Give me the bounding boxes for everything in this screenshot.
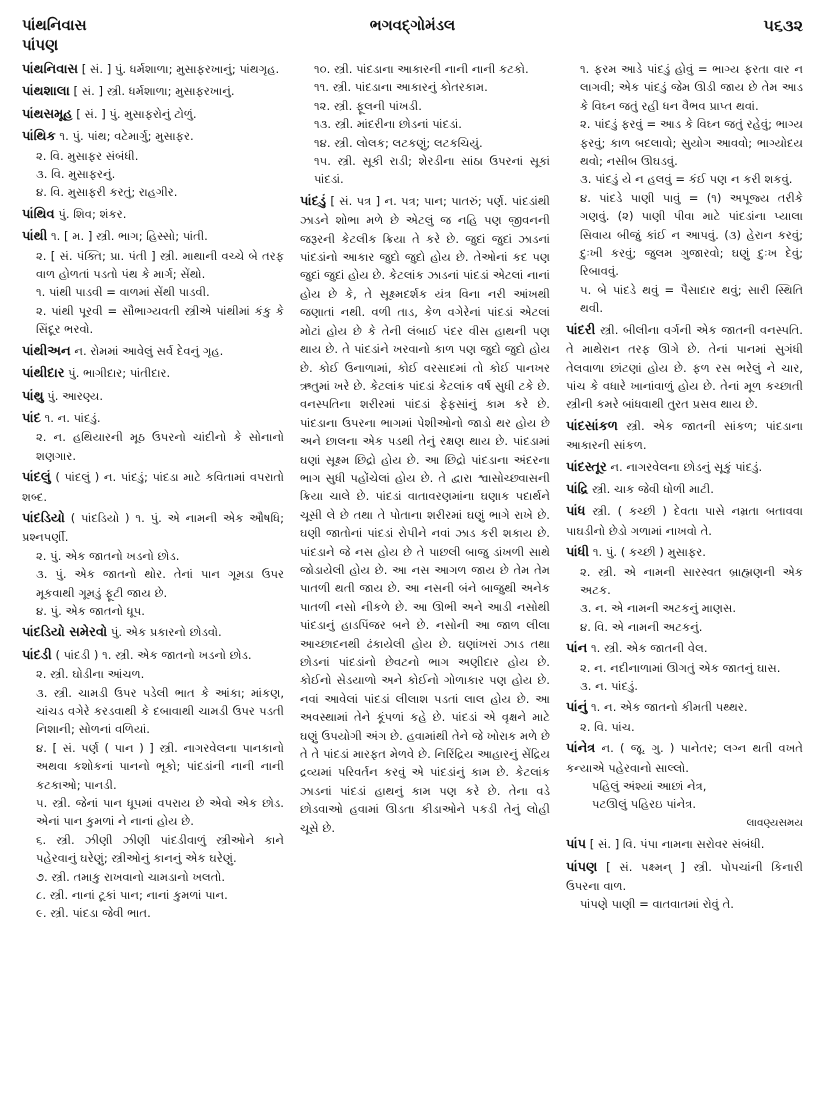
definition-text: [ સં. ] વિ. પંપા નામના સરોવર સંબંધી. [589,837,765,852]
dictionary-entry [22,509,284,620]
entry-sense: પાંપણે પાણી = વાતવાતમાં રોવું તે. [580,897,734,912]
entry-sense: ૨. ન. હથિયારની મૂઠ ઉપરનો ચાંદીનો કે સોનાનો શણગાર. [36,430,284,463]
quotation-attribution: લાવણ્યસમય [746,816,803,829]
headword: પાંદસ્તૂર [566,459,607,475]
entry-columns [22,60,803,1092]
entry-sense: ૨. સ્ત્રી. એ નામની સારસ્વત બ્રાહ્મણની એક અટક. [580,564,803,597]
dictionary-entry [22,60,284,79]
headword: પાંથીદાર [22,366,65,382]
entry-sense: ૧. ફરમ આડે પાંદડું હોવું = ભાગ્ય ફરતા વાર ન લાગવી; એક પાંદડું જેમ ઊડી જાય છે તેમ આડ કે વિઘ્ન જતું રહી ધન વૈભવ પ્રાપ્ત થવાં. [580,62,803,113]
entry-definition [22,409,284,428]
headword: પાંથિવ [22,206,55,222]
entry-sense: ૬. સ્ત્રી. ઝીણી ઝીણી પાંદડીવાળું સ્ત્રીઓને કાને પહેરવાનું ઘરેણું; સ્ત્રીઓનું કાનનું એક ઘરેણું. [36,832,284,866]
entry-definition [566,458,803,477]
definition-text: [ સં. પત્ર ] ન. પત્ર; પાન; પાતરું; પર્ણ. પાંદડાંથી ઝાડને શોભા મળે છે એટલું જ નહિ પણ જીવનની જરૂરની કેટલીક ક્રિયા તે કરે છે. જુદાં જુદાં ઝાડનાં પાંદડાંનો આકાર જુદો જુદો હોય છે. તેઓનાં કદ પણ જુદાં જુદાં હોય છે. કેટલાંક ઝાડનાં પાંદડાં એટલાં નાનાં હોય છે કે, તે સૂક્ષ્મદર્શક યંત્ર વિના નરી આંખથી જણાતાં નથી. વળી તાડ, કેળ વગેરેનાં પાંદડાં એટલાં મોટાં હોય છે કે તેની લંબાઈ પંદર વીસ હાથની પણ થાય છે. તે પાંદડાંને ખરવાનો કાળ પણ જુદો જુદો હોય છે. કોઈ ઉનાળામાં, કોઈ વરસાદમાં તો કોઈ પાનખર ઋતુમાં ખરે છે. કેટલાંક પાંદડાં કેટલાંક વર્ષ સુધી ટકે છે. વનસ્પતિના શરીરમાં પાંદડાં ફેફસાંનું કામ કરે છે. પાંદડાના ઉપરના ભાગમાં પેશીઓનો જાડો થર હોય છે અને છાલના એક પડથી તેનું રક્ષણ થાય છે. પાંદડામાં ઘણાં સૂક્ષ્મ છિદ્રો હોય છે. આ છિદ્રો પાંદડાના અંદરના ભાગ સુધી પહોંચેલાં હોય છે. તે દ્વારા શ્વાસોચ્છ્વાસની ક્રિયા ચાલે છે. પાંદડાં વાતાવરણમાંના ઘણાક પદાર્થને ચૂસી લે છે તથા તે પોતાના શરીરમાં ઘણું ભાગે રાખે છે. ઘણી જાતોનાં પાંદડાં રોપીને નવાં ઝાડ કરી શકાય છે. પાંદડાને જે નસ હોય છે તે પાછલી બાજુ ડાંખળી સાથે જોડાયેલી હોય છે. આ નસ આગળ જાય છે તેમ તેમ પાતળી થતી જાય છે. આ નસની બંને બાજુથી અનેક પાતળી નસો નીકળે છે. આ ઊભી અને આડી નસોથી પાંદડાનું હાડપિંજર બને છે. નસોની આ જાળ લીલા આચ્છાદનથી ઢંકાયેલી હોય છે. ઘણાંખરાં ઝાડ તથા છોડનાં પાંદડાંનો છેવટનો ભાગ અણીદાર હોય છે. કોઈનો સેડયાળો અને કોઈનો ગોળાકાર પણ હોય છે. નવાં આવેલાં પાંદડાં લીલાશ પડતાં લાલ હોય છે. આ અવસ્થામાં તેને કૂંપળાં કહે છે. પાંદડાં એ વૃક્ષને માટે ઘણું ઉપયોગી અંગ છે. હવામાંથી તેને જે ખોરાક મળે છે તે તે પાંદડાં મારફત મેળવે છે. નિરિંદ્રિય આહારનું સેંદ્રિય દ્રવ્યમાં પરિવર્તન કરવું એ પાંદડાંનું કામ છે. કેટલાંક ઝાડનાં પાંદડાં હાથનું કામ પણ કરે છે. તેના વડે છોડવાઓ હવામાં ઊડતા કીડાઓને પકડી તેનું લોહી ચૂસે છે. [300,193,550,835]
definition-text: સ્ત્રી. બીલીના વર્ગની એક જાતની વનસ્પતિ. તે માથેરાન તરફ ઊગે છે. તેનાં પાનમાં સુગંધી તેલવાળા છાંટણાં હોય છે. ફળ રસ ભરેલું ને ચાર, પાંચ કે વધારે ખાનાંવાળું હોય છે. તેનાં મૂળ કચ્છાતી સ્ત્રીની કમરે બાંધવાથી તુરત પ્રસવ થાય છે. [566,322,803,412]
dictionary-entry [566,458,803,477]
dictionary-entry [566,639,803,695]
dictionary-entry [566,480,803,499]
entry-definition [22,646,284,665]
dictionary-entry [22,227,284,338]
dictionary-entry [566,502,803,540]
dictionary-entry [22,387,284,406]
definition-text: ન. ( જૂ. ગુ. ) પાનેતર; લગ્ન થતી વખતે કન્યાએ પહેરવાનો સાલ્લો. [566,741,803,775]
entry-sense: ૪. વિ. એ નામની અટકનું. [580,619,703,634]
column-middle [292,60,558,1092]
headword: પાંદસાંકળ [566,418,618,434]
dictionary-entry [300,60,550,189]
dictionary-entry [22,205,284,224]
entry-definition [22,105,284,124]
entry-definition [22,623,284,642]
headword: પાંદલું [22,470,51,486]
dictionary-title: ભગવદ્ગોમંડલ [369,16,456,34]
definition-text: સ્ત્રી. ( કચ્છી ) દેવતા પાસે નમ્રતા બતાવવા પાઘડીનો છેડો ગળામાં નાખવો તે. [566,504,803,538]
entry-sense: ૫. બે પાંદડે થવું = પૈસાદાર થવું; સારી સ્થિતિ થવી. [580,282,803,316]
entry-sense: ૩. ન. પાંદડું. [580,679,638,693]
headword: પાંદડી [22,647,52,663]
definition-text: ( પાંદડી ) ૧. સ્ત્રી. એક જાતનો ખડનો છોડ. [55,647,252,662]
dictionary-entry [22,623,284,642]
headword: પાંથીઅન [22,343,71,359]
dictionary-entry [566,321,803,414]
entry-sense: ૪. પું. એક જાતનો ધૂપ. [36,603,145,618]
entry-definition [566,417,803,455]
entry-sense: ૧૪. સ્ત્રી. લોલક; લટકણું; લટકચિયું. [314,135,483,150]
headword: પાંદડિયો [22,510,65,526]
entry-sense: ૩. ન. એ નામની અટકનું માણસ. [580,601,737,616]
definition-text: [ સં. ] સ્ત્રી. ધર્મશાળા; મુસાફરખાનું. [73,84,235,99]
headword: પાંથુ [22,388,44,404]
entry-definition [22,509,284,547]
entry-sense: ૨. વિ. પાંચ. [580,719,635,734]
entry-sense: ૨. સ્ત્રી. ઘોડીના આંચળ. [36,667,145,682]
column-right [558,60,803,1092]
definition-text: [ સં. પક્ષ્મન્ ] સ્ત્રી. પોપચાંની કિનારી ઉપરના વાળ. [566,859,803,894]
dictionary-entry [566,835,803,854]
definition-text: ૧. પું. ( કચ્છી ) મુસાફર. [592,545,706,560]
column-left [22,60,292,1092]
dictionary-entry [22,646,284,923]
entry-sense: ૩. સ્ત્રી. ચામડી ઉપર પડેલી ભાત કે આંકા; માંકણ, ચાંચડ વગેરે કરડવાથી કે દબાવાથી ચામડી ઉપર પડતી નિશાની; સોળનાં વળિયાં. [36,685,284,737]
page-number: ૫૬૩૨ [763,16,803,35]
page-header [22,14,803,58]
dictionary-entry [22,468,284,506]
definition-text: પું. ભાગીદાર; પાંતીદાર. [68,366,171,381]
entry-definition [22,127,284,146]
entry-sense: ૪. પાંદડે પાણી પાવું = (૧) અપૂજ્ય તરીકે ગણવું. (૨) પાણી પીવા માટે પાંદડાંના પ્યાલા સિવાય બીજું કાંઈ ન આપવું. (૩) હેરાન કરવું; દુઃખી કરવું; જુલમ ગુજારવો; ઘણું દુઃખ દેવું; રિબાવવું. [580,190,803,279]
definition-text: ૧. ન. પાંદડું. [44,410,101,425]
headword: પાંથિક [22,129,56,145]
guide-word-last: પાંપણ [22,36,59,54]
entry-sense: ૨. વિ. મુસાફર સંબંધી. [36,148,139,163]
definition-text: ૧. ન. એક જાતનો કીમતી પથ્થર. [591,700,748,715]
definition-text: ન. નાગરવેલના છોડનું સૂકું પાંદડું. [610,459,763,474]
dictionary-entry [566,739,803,832]
guide-word-first: પાંથનિવાસ [22,16,87,34]
headword: પાંદડિયો સમેરવો [22,625,108,641]
headword: પાંપ [566,837,587,853]
dictionary-entry [22,82,284,101]
headword: પાંધ [566,504,586,520]
headword: પાંદડું [300,193,327,209]
entry-definition [22,342,284,361]
quotation-line: પટઊલું પહિરઇ પાંનેત્ર. [592,797,697,812]
entry-definition [566,639,803,658]
definition-text: સ્ત્રી. ચાક જેવી ધોળી માટી. [591,481,714,496]
entry-sense: ૨. પું. એક જાતનો ખડનો છોડ. [36,548,180,563]
headword: પાંથી [22,229,48,245]
entry-definition [566,502,803,540]
entry-definition [566,835,803,854]
entry-definition [566,480,803,499]
headword: પાંદ્રિ [566,481,589,497]
definition-text: પું. શિવ; શંકર. [58,206,127,221]
entry-definition [300,192,550,837]
headword: પાંન [566,641,588,657]
entry-definition [566,858,803,896]
entry-sense: ૨. પાંદડું ફરવું = આડ કે વિઘ્ન જતું રહેવું; ભાગ્ય ફરવું; કાળ બદલાવો; સુયોગ આવવો; ભાગ્યોદય થવો; નસીબ ઊઘડવું. [580,117,803,169]
headword: પાંથશાલા [22,84,70,100]
entry-sense: ૩. પાંદડું યે ન હલવું = કંઈ પણ ન કરી શકવું. [580,172,793,187]
dictionary-page [22,14,803,1092]
definition-text: [ સં. ] પું. મુસાફરોનું ટોળું. [76,106,197,121]
entry-sense: ૭. સ્ત્રી. તમાકુ રાખવાનો ચામડાનો ખલતો. [36,869,226,884]
quotation-line: પહિલું અંશ્યાં આછાં નેત્ર, [592,779,707,794]
definition-text: [ સં. ] પું. ધર્મશાળા; મુસાફરખાનું; પાંથગૃહ. [81,62,280,76]
entry-sense: ૫. સ્ત્રી. જેનાં પાન ધૂપમાં વપરાય છે એવો એક છોડ. એનાં પાન કુમળાં ને નાનાં હોય છે. [36,796,284,829]
dictionary-entry [22,342,284,361]
dictionary-entry [566,858,803,914]
entry-definition [22,205,284,224]
headword: પાંનું [566,700,588,716]
entry-definition [22,468,284,506]
dictionary-entry [566,543,803,636]
dictionary-entry [22,105,284,124]
entry-sense: ૨. પાંથી પૂરવી = સૌભાગ્યવતી સ્ત્રીએ પાંથીમાં કંકુ કે સિંદૂર ભરવો. [36,303,284,337]
entry-sense: ૨. [ સં. પંક્તિ; પ્રા. પંતી ] સ્ત્રી. માથાની વચ્ચે બે તરફ વાળ હોળતાં પડતો પંથ કે માર્ગ; સેંથો. [36,248,284,282]
entry-sense: ૪. [ સં. પર્ણ ( પાન ) ] સ્ત્રી. નાગરવેલના પાનકાનો અથવા કશોકનાં પાનનો ભૂકો; પાંદડાંની નાની નાની કટકાઓ; પાનડી. [36,740,284,792]
headword: પાંનેત્ર [566,741,596,757]
entry-definition [566,543,803,562]
entry-sense: ૮. સ્ત્રી. નાનાં ટૂકાં પાન; નાનાં કુમળાં પાન. [36,888,228,903]
entry-sense: ૩. પું. એક જાતનો થોર. તેનાં પાન ગૂમડા ઉપર મૂકવાથી ગૂમડું ફૂટી જાય છે. [36,567,284,600]
entry-definition [22,227,284,246]
entry-definition [566,698,803,717]
entry-sense: ૧૦. સ્ત્રી. પાંદડાના આકારની નાની નાની કટકો. [314,62,529,76]
entry-sense: ૩. વિ. મુસાફરનું. [36,167,116,182]
dictionary-entry [22,409,284,465]
entry-sense: ૧૨. સ્ત્રી. ફૂલની પાંખડી. [314,98,422,113]
headword: પાંદ [22,410,41,426]
headword: પાંપણ [566,859,598,875]
headword: પાંધી [566,545,590,561]
entry-sense: ૧૧. સ્ત્રી. પાંદડાના આકારનું કોતરકામ. [314,80,488,95]
entry-definition [566,321,803,414]
definition-text: ( પાંદલું ) ન. પાંદડું; પાંદડા માટે કવિતામાં વપરાતો શબ્દ. [22,470,284,504]
entry-definition [566,739,803,777]
dictionary-entry [566,698,803,736]
dictionary-entry [22,364,284,383]
entry-definition [22,60,284,79]
entry-definition [22,364,284,383]
headword: પાંથનિવાસ [22,62,79,77]
entry-sense: ૧. પાંથી પાડવી = વાળમાં સેંથી પાડવી. [36,285,210,300]
definition-text: પું. આરણ્ય. [47,388,104,403]
definition-text: ૧. પું. પાંથ; વટેમાર્ગુ; મુસાફર. [59,129,194,144]
headword: પાંથસમૂહ [22,106,73,122]
headword: પાંદરી [566,322,596,338]
entry-sense: ૯. સ્ત્રી. પાંદડા જેવી ભાત. [36,906,151,921]
entry-sense: ૪. વિ. મુસાફરી કરતું; રાહગીર. [36,185,178,200]
entry-definition [22,82,284,101]
dictionary-entry [566,60,803,318]
definition-text: ( પાંદડિયો ) ૧. પું. એ નામની એક ઔષધિ; પ્રશ્નપર્ણી. [22,510,284,545]
definition-text: ૧. [ મ. ] સ્ત્રી. ભાગ; હિસ્સો; પાંતી. [51,229,208,244]
definition-text: ૧. સ્ત્રી. એક જાતની વેલ. [591,641,708,656]
entry-sense: ૧૫. સ્ત્રી. સૂકી રાડી; શેરડીના સાંઠા ઉપરનાં સૂકાં પાંદડાં. [314,154,550,187]
dictionary-entry [300,192,550,837]
definition-text: ન. રોમમાં આવેલું સર્વ દેવનું ગૃહ. [74,343,224,358]
entry-definition [22,387,284,406]
dictionary-entry [22,127,284,202]
dictionary-entry [566,417,803,455]
definition-text: સ્ત્રી. એક જાતની સાંકળ; પાંદડાના આકારની સાંકળ. [566,418,803,453]
definition-text: પું. એક પ્રકારનો છોડવો. [110,625,222,640]
entry-sense: ૨. ન. નદીનાળામાં ઊગતું એક જાતનું ઘાસ. [580,660,781,675]
entry-sense: ૧૩. સ્ત્રી. માંદરીના છોડનાં પાંદડાં. [314,117,462,132]
